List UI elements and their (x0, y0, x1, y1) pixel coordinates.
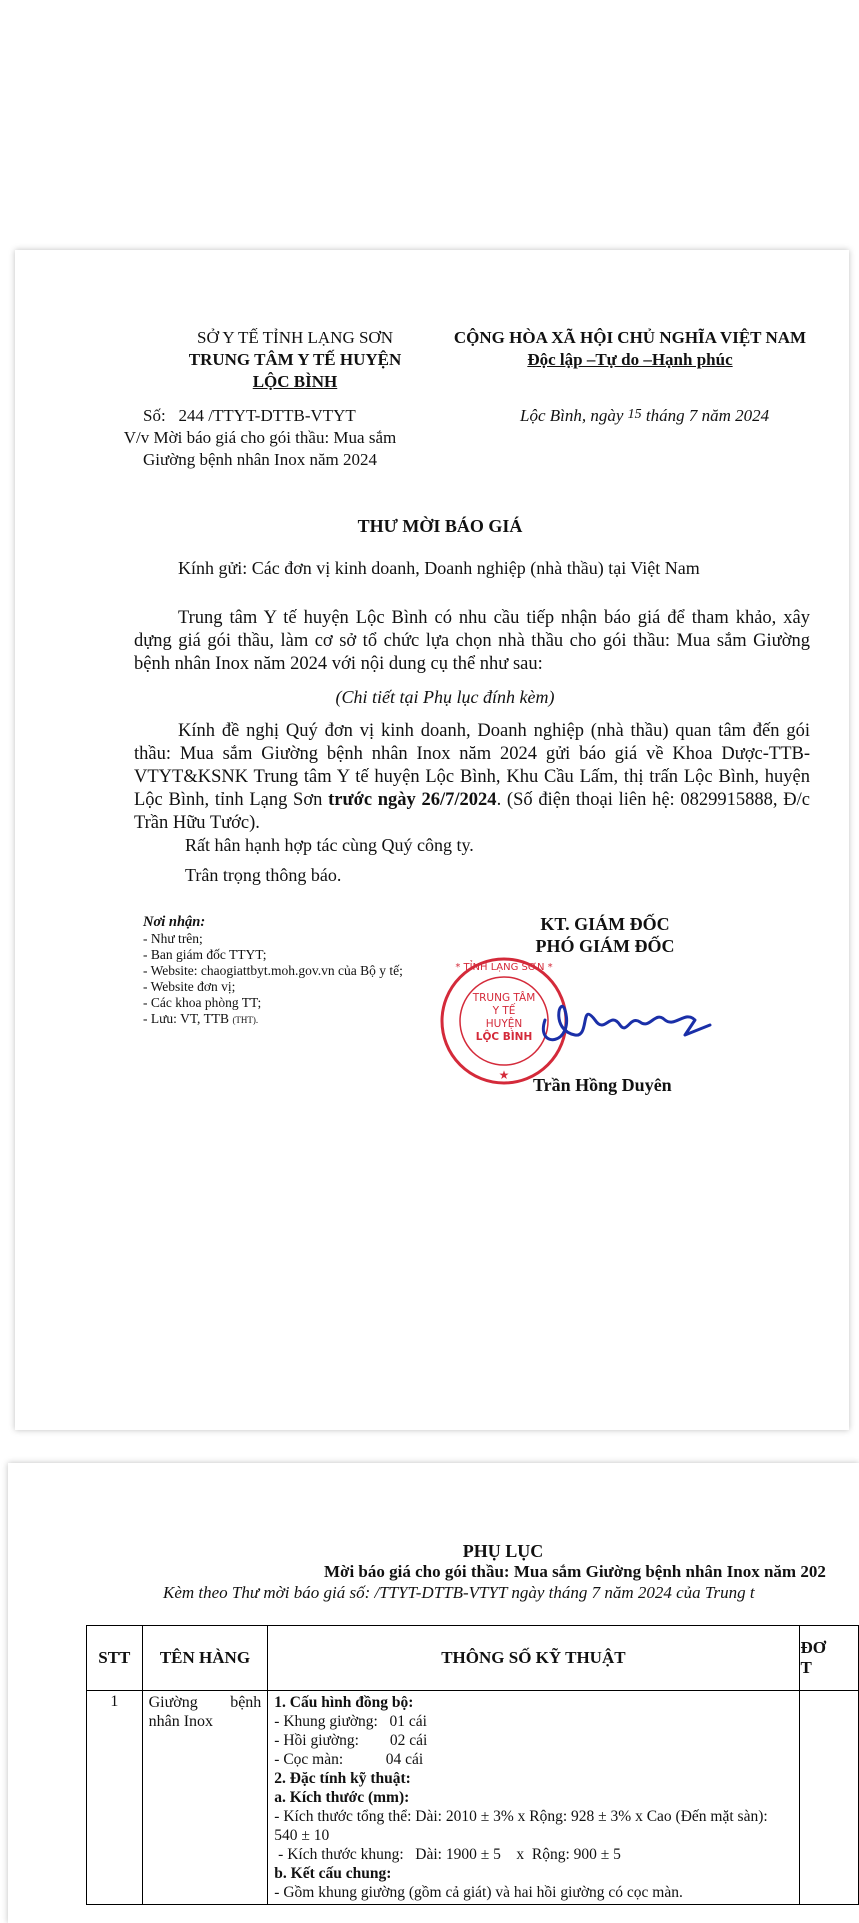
spec-line: - Kích thước tổng thể: Dài: 2010 ± 3% x Rộng: 928 ± 3% x Cao (Đến mặt sàn): 540 ± 10 (274, 1808, 768, 1844)
detail-note: (Chi tiết tại Phụ lục đính kèm) (335, 687, 555, 707)
header-ministry: SỞ Y TẾ TỈNH LẠNG SƠN (197, 328, 393, 347)
paragraph-request: Kính đề nghị Quý đơn vị kinh doanh, Doanh nghiệp (nhà thầu) quan tâm đến gói thầu: Mua sắm Giường bệnh nhân Inox năm 2024 gửi báo giá về Khoa Dược-TTB-VTYT&KSNK Trung tâm Y tế huyện Lộc Bình, Khu Cầu Lấm, thị trấn Lộc Bình, huyện Lộc Bình, tỉnh Lạng Sơn trước ngày 26/7/2024. (Số điện thoại liên hệ: 0829915888, Đ/c Trần Hữu Tước). (134, 721, 810, 833)
spec-line: a. Kích thước (mm): (274, 1789, 410, 1806)
spec-line: - Khung giường: 01 cái (274, 1713, 427, 1730)
spec-line: 1. Cấu hình đồng bộ: (274, 1694, 414, 1711)
specification-table (86, 1625, 859, 1905)
document-page-2 (8, 1463, 859, 1923)
stamp-text: TRUNG TÂM Y TẾ HUYỆN LỘC BÌNH (472, 992, 536, 1043)
appendix-reference: Kèm theo Thư mời báo giá số: /TTYT-DTTB-VTYT ngày tháng 7 năm 2024 của Trung t (163, 1583, 755, 1602)
sign-title-1: KT. GIÁM ĐỐC (540, 914, 670, 934)
signature (535, 990, 715, 1060)
row-extra (799, 1691, 858, 1905)
row-specs (268, 1691, 799, 1905)
svg-text:* TỈNH LẠNG SƠN *: * TỈNH LẠNG SƠN * (455, 962, 553, 973)
recipients-title: Nơi nhận: (143, 914, 206, 930)
recipient-item: - Ban giám đốc TTYT; (143, 947, 267, 962)
svg-text:★: ★ (498, 1068, 510, 1082)
recipient-item: - Website: chaogiattbyt.moh.gov.vn của Bộ y tế; (143, 963, 403, 978)
greeting: Kính gửi: Các đơn vị kinh doanh, Doanh nghiệp (nhà thầu) tại Việt Nam (178, 558, 700, 578)
column-header: THÔNG SỐ KỸ THUẬT (268, 1626, 799, 1691)
row-item-name: Giường bệnh nhân Inox (142, 1691, 268, 1905)
column-header: STT (87, 1626, 143, 1691)
table-header-row (87, 1626, 859, 1691)
subject-line-2: Giường bệnh nhân Inox năm 2024 (143, 450, 377, 469)
paragraph-thanks: Rất hân hạnh hợp tác cùng Quý công ty. (185, 835, 474, 855)
spec-line: 2. Đặc tính kỹ thuật: (274, 1770, 411, 1787)
row-stt: 1 (87, 1691, 143, 1905)
signer-name: Trần Hồng Duyên (533, 1075, 672, 1095)
recipient-item: - Lưu: VT, TTB (THT). (143, 1011, 259, 1026)
recipient-item: - Như trên; (143, 931, 203, 946)
document-number-value: 244 /TTYT-DTTB-VTYT (178, 406, 356, 425)
deadline: trước ngày 26/7/2024 (328, 790, 497, 810)
paragraph-closing: Trân trọng thông báo. (185, 865, 342, 885)
header-motto: Độc lập –Tự do –Hạnh phúc (527, 350, 733, 369)
appendix-title: PHỤ LỤC (462, 1541, 544, 1561)
recipients-block (143, 914, 403, 1028)
header-country: CỘNG HÒA XÃ HỘI CHỦ NGHĨA VIỆT NAM (453, 328, 807, 347)
table-row (87, 1691, 859, 1905)
recipient-item: - Các khoa phòng TT; (143, 995, 262, 1010)
header-center: TRUNG TÂM Y TẾ HUYỆN (188, 350, 402, 369)
paragraph-intro: Trung tâm Y tế huyện Lộc Bình có nhu cầu tiếp nhận báo giá để tham khảo, xây dựng giá gói thầu, làm cơ sở tổ chức lựa chọn nhà thầu cho gói thầu: Mua sắm Giường bệnh nhân Inox năm 2024 với nội dung cụ thể như sau: (134, 608, 810, 674)
subject-line-1: V/v Mời báo giá cho gói thầu: Mua sắm (123, 428, 397, 447)
column-header: TÊN HÀNG (142, 1626, 268, 1691)
spec-line: - Kích thước khung: Dài: 1900 ± 5 x Rộng: 900 ± 5 (274, 1846, 621, 1863)
column-header: ĐƠ T (799, 1626, 858, 1691)
spec-line: - Cọc màn: 04 cái (274, 1751, 424, 1768)
spec-line: - Hồi giường: 02 cái (274, 1732, 428, 1749)
document-page-1 (15, 250, 849, 1430)
spec-line: b. Kết cấu chung: (274, 1865, 392, 1882)
appendix-subtitle: Mời báo giá cho gói thầu: Mua sắm Giường bệnh nhân Inox năm 202 (324, 1562, 826, 1581)
date-day: 15 (627, 407, 642, 422)
document-number: Số: 244 /TTYT-DTTB-VTYT (143, 406, 356, 425)
spec-line: - Gồm khung giường (gồm cả giát) và hai hồi giường có cọc màn. (274, 1884, 683, 1901)
sign-title-2: PHÓ GIÁM ĐỐC (535, 936, 675, 956)
letter-title: THƯ MỜI BÁO GIÁ (357, 516, 523, 536)
header-district: LỘC BÌNH (252, 372, 338, 391)
document-date: Lộc Bình, ngày 15 tháng 7 năm 2024 (520, 406, 770, 425)
recipient-item: - Website đơn vị; (143, 979, 236, 994)
